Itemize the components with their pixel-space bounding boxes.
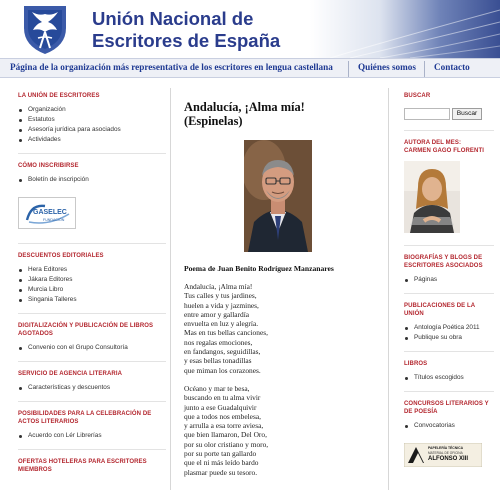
site-title-line2: Escritores de España (92, 30, 281, 51)
post-title-line1: Andalucía, ¡Alma mía! (184, 100, 305, 114)
sidebar-section-digitalizacion (18, 322, 166, 353)
poem-line: y arrulla a esa torre aviesa, (184, 421, 264, 431)
poem-line: envuelta en luz y alegría. (184, 319, 259, 329)
main-content (184, 100, 374, 477)
nav-separator (424, 61, 425, 77)
poem-line: que miman los corazones. (184, 365, 261, 375)
author-portrait-image (244, 140, 312, 252)
sidebar-section-concursos (404, 400, 494, 431)
sponsor-line3: ALFONSO XIII (428, 456, 469, 462)
section-title: CONCURSOS LITERARIOS Y DE POESÍA (404, 401, 489, 415)
poem-line: que el ni más leído bardo (184, 458, 259, 468)
search-title: BUSCAR (404, 93, 431, 99)
poem-line: nos regalas emociones, (184, 337, 253, 347)
site-title[interactable] (92, 8, 280, 52)
poem-line: buscando en tu alma vivir (184, 393, 261, 403)
poem-text (184, 282, 268, 477)
author-title-line2: CARMEN GAGO FLORENTI (404, 148, 484, 154)
poem-line: y esas bellas tonadillas (184, 356, 252, 366)
section-title: DESCUENTOS EDITORIALES (18, 253, 104, 259)
column-divider (388, 88, 389, 490)
sidebar-section-inscribirse (18, 162, 166, 185)
poem-line: en fandangos, seguidillas, (184, 347, 261, 357)
divider (404, 391, 494, 392)
divider (404, 245, 494, 246)
union-logo-icon[interactable] (18, 2, 72, 56)
author-of-month-photo[interactable] (404, 161, 460, 233)
sponsor-logo[interactable] (404, 443, 482, 467)
sidebar-link-estatutos[interactable]: Estatutos (18, 115, 166, 125)
sidebar-link-asesoria[interactable]: Asesoría jurídica para asociados (18, 125, 166, 135)
stanza-gap (184, 375, 268, 384)
sidebar-link-hera[interactable]: Hera Editores (18, 265, 166, 275)
section-title: CÓMO INSCRIBIRSE (18, 163, 79, 169)
divider (404, 130, 494, 131)
sidebar-section-biografias (404, 254, 494, 285)
sidebar-link-acuerdo[interactable]: Acuerdo con Lér Librerías (18, 431, 166, 441)
poem-line: Andalucía, ¡Alma mía! (184, 282, 253, 291)
sponsor-line2: MATERIAL DE OFICINA (428, 451, 463, 455)
sidebar-section-libros (404, 360, 494, 383)
nav-link-about[interactable]: Quiénes somos (358, 62, 416, 72)
left-sidebar (18, 92, 166, 474)
poem-line: huelen a vida y jazmines, (184, 300, 259, 310)
divider (18, 313, 166, 314)
sidebar-link-publique[interactable]: Publique su obra (404, 333, 494, 343)
sidebar-link-antologia[interactable]: Antología Poética 2011 (404, 323, 494, 333)
sidebar-link-convenio[interactable]: Convenio con el Grupo Consultoría (18, 343, 166, 353)
sidebar-link-singania[interactable]: Singania Talleres (18, 295, 166, 305)
poem-line: junto a ese Guadalquivir (184, 402, 257, 412)
sidebar-link-organizacion[interactable]: Organización (18, 105, 166, 115)
poem-line: que bien llamaron, Del Oro, (184, 430, 267, 440)
sidebar-section-agencia (18, 370, 166, 393)
sidebar-link-paginas[interactable]: Páginas (404, 275, 494, 285)
nav-link-home[interactable]: Página de la organización más representativa de los escritores en lengua castellana (10, 62, 333, 72)
poem-line: entre amor y gallardía (184, 309, 250, 319)
header-decoration (330, 0, 500, 58)
author-portrait (244, 140, 312, 252)
divider (404, 293, 494, 294)
sidebar-section-publicaciones (404, 302, 494, 343)
column-divider (170, 88, 171, 490)
sidebar-link-titulos[interactable]: Títulos escogidos (404, 373, 494, 383)
post-title (184, 100, 374, 128)
main-nav (0, 58, 500, 78)
sidebar-link-convocatorias[interactable]: Convocatorias (404, 421, 494, 431)
poem-line: por su porte tan gallardo (184, 449, 257, 459)
search-input[interactable] (404, 108, 450, 120)
divider (404, 351, 494, 352)
section-title: OFERTAS HOTELERAS PARA ESCRITORES MIEMBROS (18, 459, 147, 473)
site-header (0, 0, 500, 58)
section-title: DIGITALIZACIÓN Y PUBLICACIÓN DE LIBROS AGOTADOS (18, 323, 154, 337)
post-title-line2: (Espinelas) (184, 114, 243, 128)
author-title-line1: AUTORA DEL MES: (404, 140, 462, 146)
sidebar-link-jakara[interactable]: Jákara Editores (18, 275, 166, 285)
poem-line: por su olor cristiano y moro, (184, 439, 269, 449)
divider (18, 361, 166, 362)
poem-line: que a todos nos embelesa, (184, 411, 261, 421)
site-title-line1: Unión Nacional de (92, 8, 254, 29)
poem-line: plasmar puede su tesoro. (184, 467, 258, 477)
right-sidebar (404, 92, 494, 467)
divider (18, 243, 166, 244)
gaselec-label: GASELEC (33, 209, 67, 216)
section-title: LA UNIÓN DE ESCRITORES (18, 93, 100, 99)
author-of-month-title (404, 139, 494, 155)
search-button[interactable]: Buscar (452, 108, 482, 120)
search-form (404, 108, 494, 122)
divider (18, 153, 166, 154)
divider (18, 401, 166, 402)
section-title: BIOGRAFÍAS Y BLOGS DE ESCRITORES ASOCIADOS (404, 255, 483, 269)
sidebar-link-actividades[interactable]: Actividades (18, 135, 166, 145)
divider (18, 449, 166, 450)
poem-heading: Poema de Juan Benito Rodríguez Manzanares (184, 264, 334, 273)
sidebar-link-boletin[interactable]: Boletín de inscripción (18, 175, 166, 185)
sponsor-line1: PAPELERÍA TÉCNICA (428, 446, 464, 450)
section-title: LIBROS (404, 361, 428, 367)
nav-separator (348, 61, 349, 77)
sidebar-section-actos (18, 410, 166, 441)
sidebar-section-hoteles (18, 458, 166, 474)
gaselec-sublabel: FUNDACIÓN (43, 218, 65, 222)
poem-line: Mas en tus bellas canciones, (184, 328, 268, 338)
sidebar-section-descuentos (18, 252, 166, 305)
sidebar-link-caracteristicas[interactable]: Características y descuentos (18, 383, 166, 393)
sidebar-section-union (18, 92, 166, 145)
poem-line: Tus calles y tus jardines, (184, 291, 257, 301)
sidebar-link-murcia[interactable]: Murcia Libro (18, 285, 166, 295)
nav-link-contact[interactable]: Contacto (434, 62, 470, 72)
section-title: POSIBILIDADES PARA LA CELEBRACIÓN DE ACTOS LITERARIOS (18, 411, 152, 425)
section-title: SERVICIO DE AGENCIA LITERARIA (18, 371, 123, 377)
section-title: PUBLICACIONES DE LA UNIÓN (404, 303, 476, 317)
gaselec-logo[interactable] (18, 197, 76, 229)
poem-line: Océano y mar te besa, (184, 383, 250, 393)
author-photo-image (404, 161, 460, 233)
